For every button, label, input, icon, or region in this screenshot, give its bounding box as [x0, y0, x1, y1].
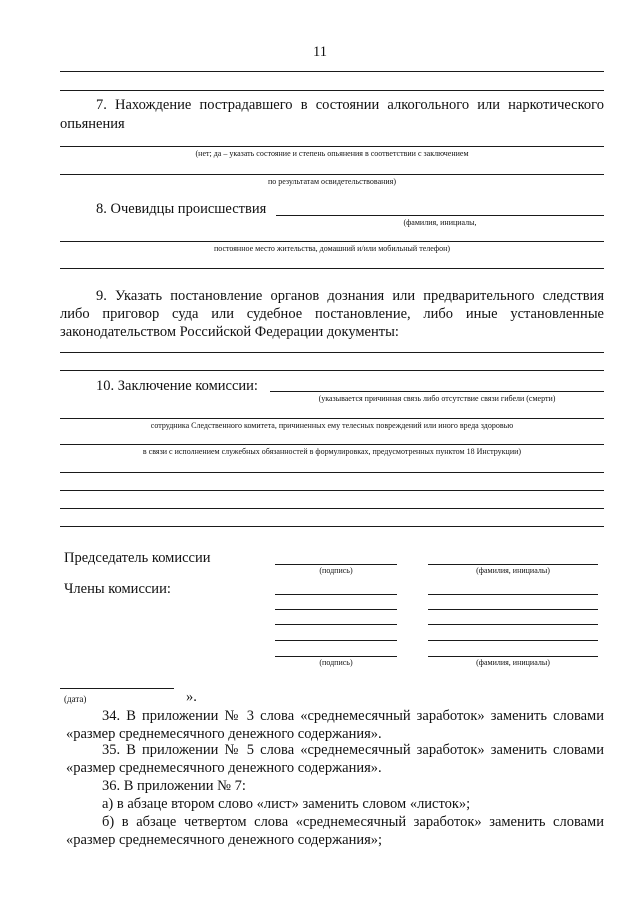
item10-hint2: сотрудника Следственного комитета, причиненных ему телесных повреждений или иного вреда здоровью	[150, 421, 514, 430]
item7-line1: 7. Нахождение пострадавшего в состоянии алкогольного или наркотического	[96, 97, 604, 113]
name-line	[428, 624, 598, 625]
item9-line2: либо приговор суда или судебное постановление, либо иные установленные	[60, 306, 604, 322]
members-label: Члены комиссии:	[64, 581, 171, 597]
amendment-36a: а) в абзаце втором слово «лист» заменить словом «листок»;	[102, 796, 471, 812]
blank-line	[276, 215, 604, 216]
blank-line	[60, 146, 604, 147]
name-line	[428, 594, 598, 595]
blank-line	[60, 508, 604, 509]
signature-line	[275, 656, 397, 657]
signature-line	[275, 609, 397, 610]
page-number: 11	[313, 44, 327, 60]
blank-line	[60, 444, 604, 445]
date-label: (дата)	[64, 694, 87, 704]
name-hint: (фамилия, инициалы)	[476, 658, 550, 667]
item7-hint1: (нет; да – указать состояние и степень опьянения в соответствии с заключением	[195, 149, 469, 158]
item8-title: 8. Очевидцы происшествия	[96, 201, 267, 217]
blank-line	[270, 391, 604, 392]
item10-hint1: (указывается причинная связь либо отсутствие связи гибели (смерти)	[318, 394, 556, 403]
signature-line	[275, 624, 397, 625]
blank-line	[60, 526, 604, 527]
blank-line	[60, 418, 604, 419]
item9-line3: законодательством Российской Федерации документы:	[60, 324, 399, 340]
blank-line	[60, 490, 604, 491]
amendment-36b-line1: б) в абзаце четвертом слова «среднемесячный заработок» заменить словами	[102, 814, 604, 830]
item10-hint3: в связи с исполнением служебных обязанностей в формулировках, предусмотренных пунктом 18 Инструкции)	[142, 447, 522, 456]
signature-hint: (подпись)	[319, 566, 353, 575]
item7-hint2: по результатам освидетельствования)	[267, 177, 397, 186]
amendment-35-line1: 35. В приложении № 5 слова «среднемесячный заработок» заменить словами	[102, 742, 604, 758]
name-line	[428, 656, 598, 657]
blank-line	[60, 241, 604, 242]
blank-line	[60, 90, 604, 91]
signature-hint: (подпись)	[319, 658, 353, 667]
item8-hint1: (фамилия, инициалы,	[403, 218, 477, 227]
amendment-35-line2: «размер среднемесячного денежного содержания».	[66, 760, 382, 776]
item10-title: 10. Заключение комиссии:	[96, 378, 258, 394]
amendment-34-line1: 34. В приложении № 3 слова «среднемесячный заработок» заменить словами	[102, 708, 604, 724]
signature-line	[275, 564, 397, 565]
name-hint: (фамилия, инициалы)	[476, 566, 550, 575]
blank-line	[60, 370, 604, 371]
item8-hint2: постоянное место жительства, домашний и/или мобильный телефон)	[213, 244, 451, 253]
date-suffix: ».	[186, 689, 197, 705]
item9-line1: 9. Указать постановление органов дознания или предварительного следствия	[96, 288, 604, 304]
signature-line	[275, 594, 397, 595]
signature-line	[275, 640, 397, 641]
item7-line2: опьянения	[60, 116, 125, 132]
date-line	[60, 688, 174, 689]
blank-line	[60, 174, 604, 175]
name-line	[428, 640, 598, 641]
blank-line	[60, 71, 604, 72]
name-line	[428, 564, 598, 565]
amendment-36b-line2: «размер среднемесячного денежного содержания»;	[66, 832, 383, 848]
blank-line	[60, 352, 604, 353]
name-line	[428, 609, 598, 610]
blank-line	[60, 472, 604, 473]
amendment-36-title: 36. В приложении № 7:	[102, 778, 246, 794]
amendment-34-line2: «размер среднемесячного денежного содержания».	[66, 726, 382, 742]
blank-line	[60, 268, 604, 269]
chairman-label: Председатель комиссии	[64, 550, 211, 566]
